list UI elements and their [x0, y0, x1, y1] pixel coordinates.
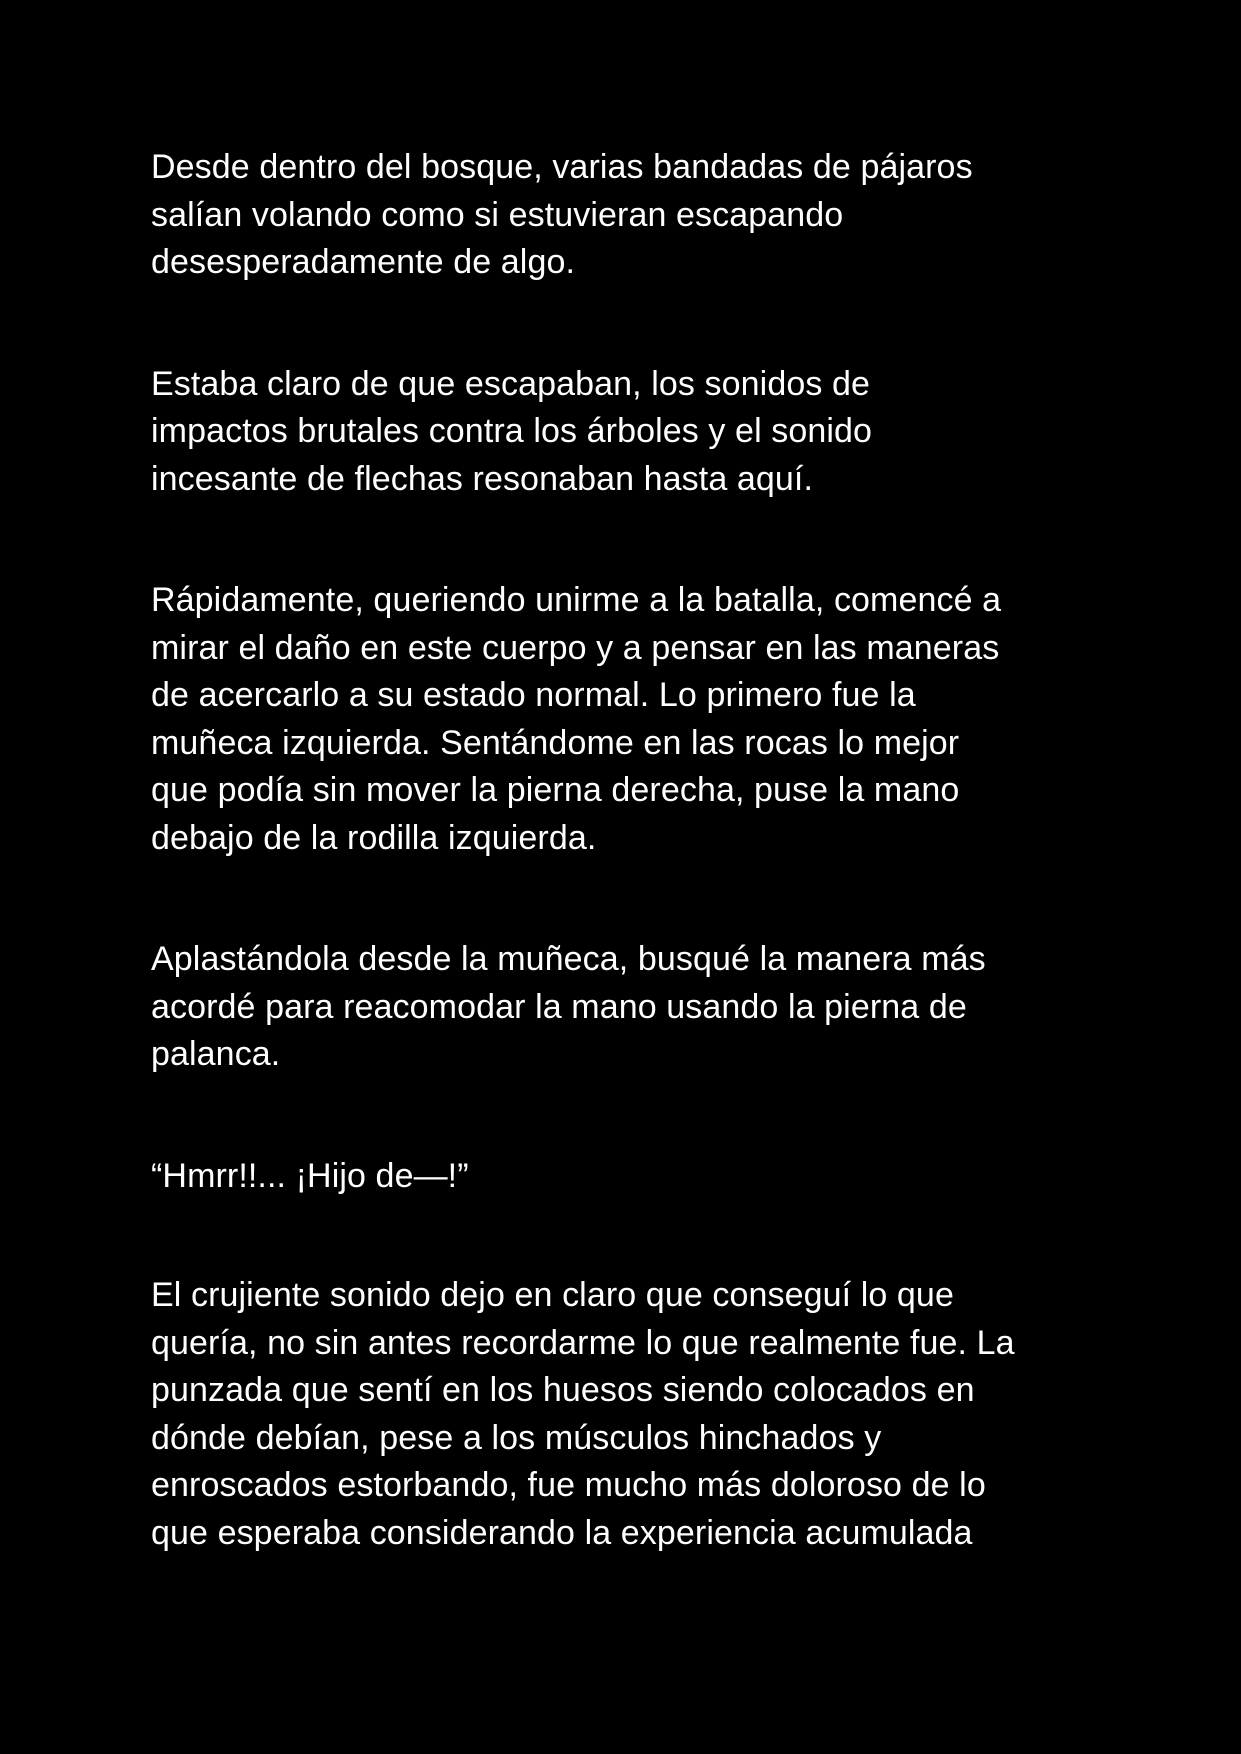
- text-column: [151, 144, 1111, 1557]
- paragraph-4: Aplastándola desde la muñeca, busqué la manera más acordé para reacomodar la mano usando la pierna de palanca.: [151, 940, 986, 1073]
- paragraph-1: Desde dentro del bosque, varias bandadas de pájaros salían volando como si estuvieran escapando desesperadamente de algo.: [151, 148, 973, 281]
- paragraph-6: El crujiente sonido dejo en claro que conseguí lo que quería, no sin antes recordarme lo que realmente fue. La punzada que sentí en los huesos siendo colocados en dónde debían, pese a los músculos hinchados y enroscados estorbando, fue mucho más doloroso de lo que esperaba considerando la experiencia acumulada: [151, 1276, 1015, 1552]
- paragraph-3: Rápidamente, queriendo unirme a la batalla, comencé a mirar el daño en este cuerpo y a pensar en las maneras de acercarlo a su estado normal. Lo primero fue la muñeca izquierda. Sentándome en las rocas lo mejor que podía sin mover la pierna derecha, puse la mano debajo de la rodilla izquierda.: [151, 581, 1002, 857]
- paragraph-2: Estaba claro de que escapaban, los sonidos de impactos brutales contra los árboles y el sonido incesante de flechas resonaban hasta aquí.: [151, 364, 873, 498]
- dialogue-line: “Hmrr!!... ¡Hijo de—!”: [151, 1156, 469, 1195]
